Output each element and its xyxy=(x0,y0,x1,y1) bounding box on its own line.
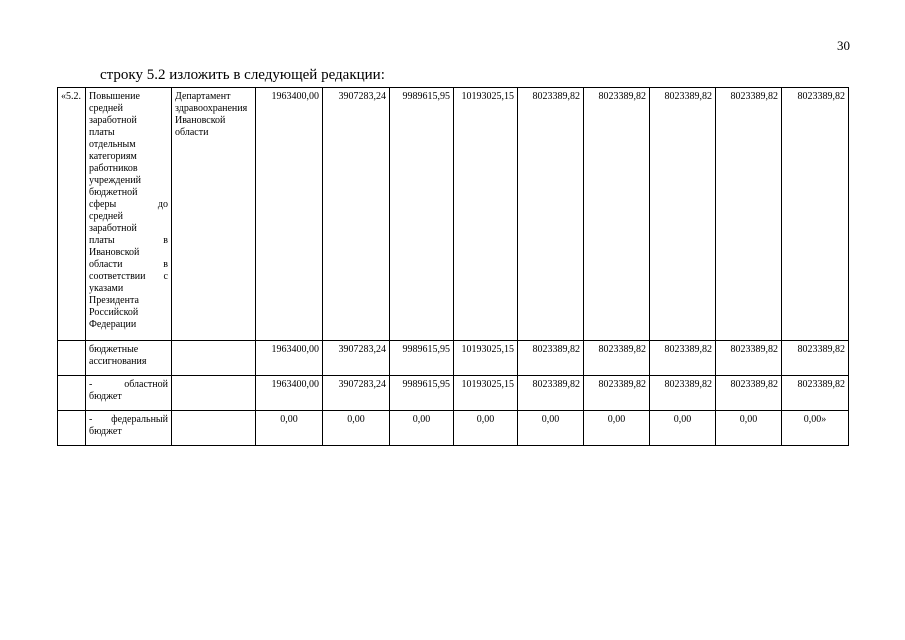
page-number: 30 xyxy=(837,38,850,53)
desc-line: соответствии с xyxy=(89,271,168,282)
value-cell: 8023389,82 xyxy=(584,341,650,376)
desc-line: Ивановской xyxy=(89,247,140,258)
row-executor xyxy=(172,341,256,376)
value-cell: 1963400,00 xyxy=(256,376,323,411)
table-row-regional-budget xyxy=(58,376,849,411)
value-cell: 10193025,15 xyxy=(454,341,518,376)
value-cell: 0,00 xyxy=(256,411,323,446)
desc-line: платы xyxy=(89,127,115,138)
table-body xyxy=(58,88,849,446)
row-description: - областной бюджет xyxy=(86,376,172,411)
value-cell: 0,00» xyxy=(782,411,849,446)
value-cell: 0,00 xyxy=(716,411,782,446)
row-index: «5.2. xyxy=(58,88,86,341)
value-cell: 8023389,82 xyxy=(782,341,849,376)
desc-line: средней xyxy=(89,211,123,222)
desc-line: Президента xyxy=(89,295,139,306)
table-row-allocations xyxy=(58,341,849,376)
row-index xyxy=(58,376,86,411)
table-row-main xyxy=(58,88,849,341)
value-cell: 1963400,00 xyxy=(256,88,323,341)
desc-line: бюджетной xyxy=(89,187,138,198)
value-cell: 8023389,82 xyxy=(782,376,849,411)
value-cell: 8023389,82 xyxy=(650,88,716,341)
value-cell: 10193025,15 xyxy=(454,88,518,341)
value-cell: 9989615,95 xyxy=(390,88,454,341)
value-cell: 8023389,82 xyxy=(518,341,584,376)
desc-line: заработной xyxy=(89,115,137,126)
value-cell: 3907283,24 xyxy=(323,341,390,376)
desc-line: платы в xyxy=(89,235,168,246)
desc-line: Федерации xyxy=(89,319,137,330)
value-cell: 8023389,82 xyxy=(518,88,584,341)
value-cell: 8023389,82 xyxy=(650,376,716,411)
desc-line: сферы до xyxy=(89,199,168,210)
desc-line: категориям xyxy=(89,151,137,162)
value-cell: 8023389,82 xyxy=(518,376,584,411)
desc-line: заработной xyxy=(89,223,137,234)
value-cell: 1963400,00 xyxy=(256,341,323,376)
value-cell: 8023389,82 xyxy=(584,376,650,411)
desc-line: области в xyxy=(89,259,168,270)
desc-line: отдельным xyxy=(89,139,136,150)
value-cell: 3907283,24 xyxy=(323,376,390,411)
row-description xyxy=(86,88,172,341)
value-cell: 0,00 xyxy=(518,411,584,446)
row-index xyxy=(58,411,86,446)
value-cell: 9989615,95 xyxy=(390,341,454,376)
value-cell: 8023389,82 xyxy=(782,88,849,341)
value-cell: 8023389,82 xyxy=(716,376,782,411)
value-cell: 8023389,82 xyxy=(584,88,650,341)
row-description: бюджетные ассигнования xyxy=(86,341,172,376)
value-cell: 0,00 xyxy=(390,411,454,446)
row-index xyxy=(58,341,86,376)
value-cell: 0,00 xyxy=(584,411,650,446)
budget-table xyxy=(57,87,849,446)
row-executor xyxy=(172,376,256,411)
desc-line: указами xyxy=(89,283,124,294)
row-executor xyxy=(172,411,256,446)
value-cell: 8023389,82 xyxy=(716,88,782,341)
desc-line: работников xyxy=(89,163,138,174)
value-cell: 0,00 xyxy=(323,411,390,446)
value-cell: 3907283,24 xyxy=(323,88,390,341)
value-cell: 9989615,95 xyxy=(390,376,454,411)
value-cell: 0,00 xyxy=(454,411,518,446)
desc-line: Повышение xyxy=(89,91,140,102)
desc-line: учреждений xyxy=(89,175,141,186)
desc-line: средней xyxy=(89,103,123,114)
row-executor: Департамент здравоохранения Ивановской области xyxy=(172,88,256,341)
intro-text: строку 5.2 изложить в следующей редакции: xyxy=(100,67,385,83)
value-cell: 8023389,82 xyxy=(650,341,716,376)
value-cell: 0,00 xyxy=(650,411,716,446)
table-row-federal-budget xyxy=(58,411,849,446)
value-cell: 8023389,82 xyxy=(716,341,782,376)
row-description: - федеральный бюджет xyxy=(86,411,172,446)
desc-line: Российской xyxy=(89,307,139,318)
value-cell: 10193025,15 xyxy=(454,376,518,411)
